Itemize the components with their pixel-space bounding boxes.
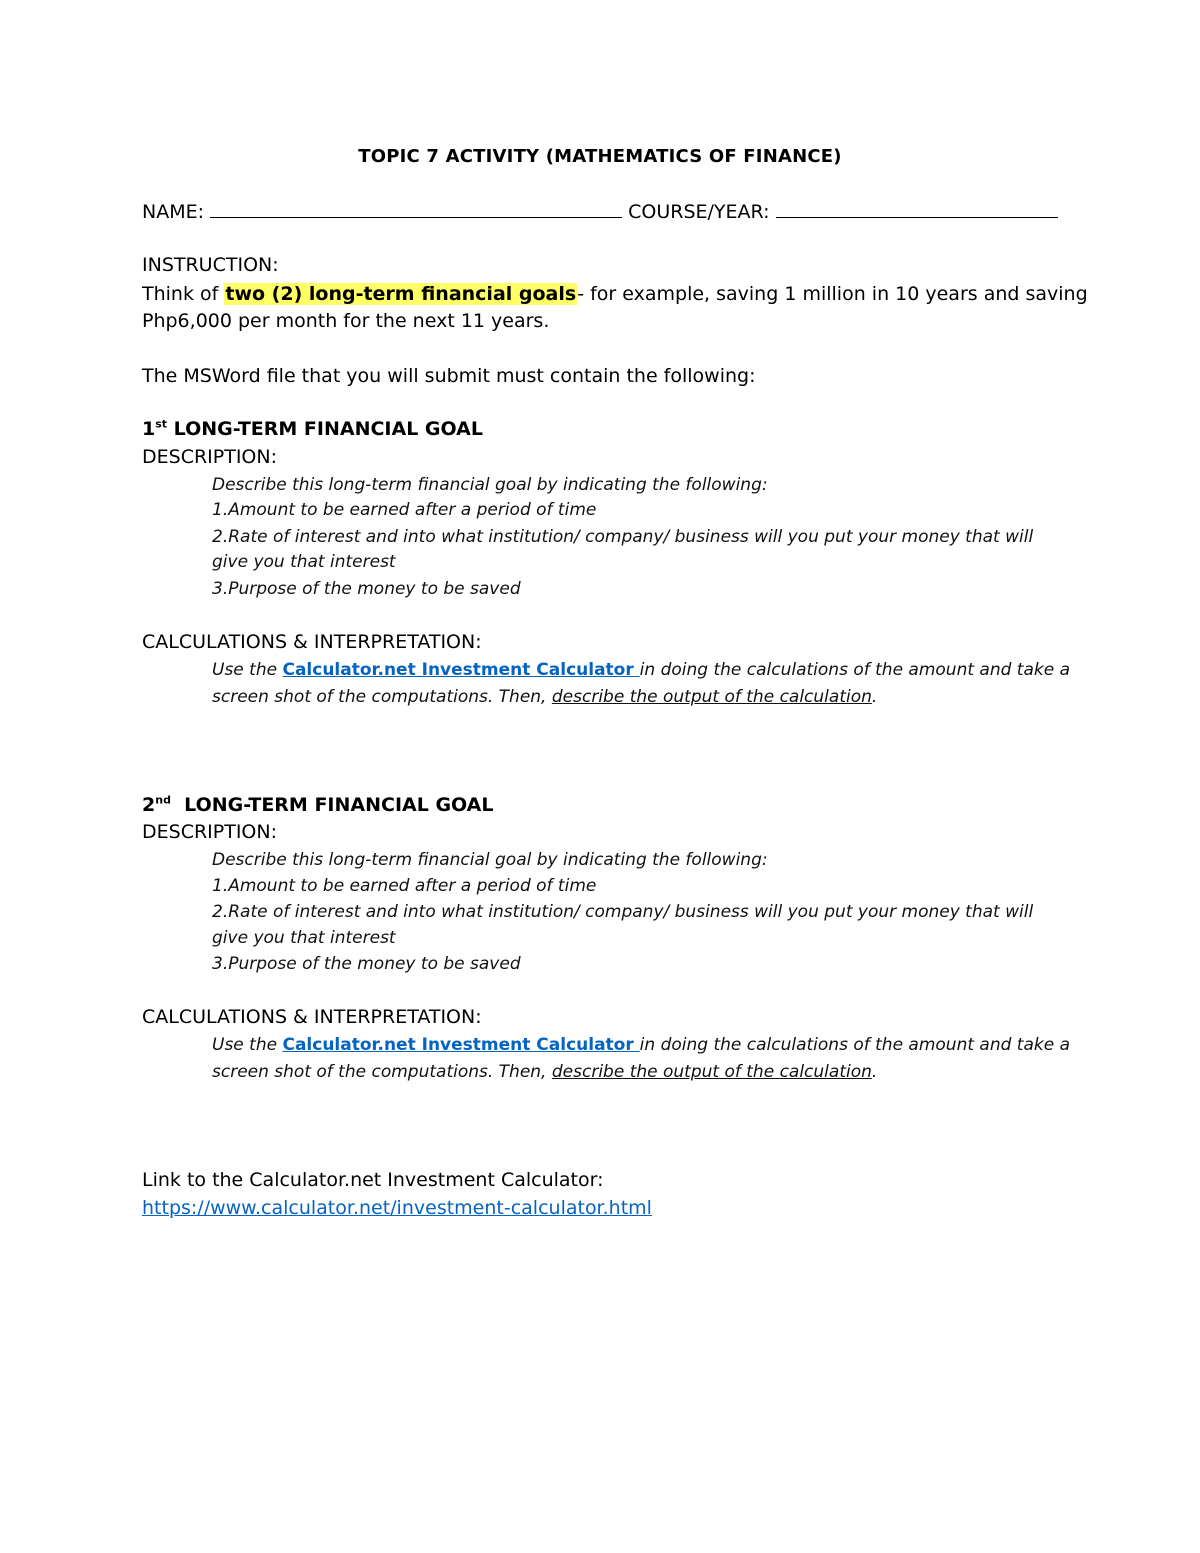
goal-2-shot-post: . [871, 1062, 878, 1082]
goal-1-desc-intro: Describe this long-term financial goal by indicating the following: [212, 475, 768, 495]
goal-2-description-label: DESCRIPTION: [142, 821, 278, 843]
goal-1-use-line [212, 657, 1070, 683]
goal-1-num: 1 [142, 418, 156, 440]
goal-2-calc-label: CALCULATIONS & INTERPRETATION: [142, 1006, 482, 1028]
goal-2-title: LONG-TERM FINANCIAL GOAL [170, 794, 494, 816]
name-label: NAME: [142, 201, 205, 223]
goal-1-title: LONG-TERM FINANCIAL GOAL [167, 418, 483, 440]
goal-1-shot-pre: screen shot of the computations. Then, [212, 687, 552, 707]
goal-1-description-label: DESCRIPTION: [142, 446, 278, 468]
goal-2-num: 2 [142, 794, 156, 816]
name-blank[interactable] [210, 200, 622, 218]
submit-text: The MSWord file that you will submit must contain the following: [142, 365, 756, 387]
page-title: TOPIC 7 ACTIVITY (MATHEMATICS OF FINANCE) [358, 146, 842, 167]
goal-1-heading [142, 416, 483, 442]
goal-2-use-line [212, 1032, 1070, 1058]
goal-2-shot-pre: screen shot of the computations. Then, [212, 1062, 552, 1082]
footer-link-label: Link to the Calculator.net Investment Calculator: [142, 1169, 604, 1191]
goal-2-item-3: 3.Purpose of the money to be saved [212, 954, 521, 974]
instruction-heading: INSTRUCTION: [142, 254, 279, 276]
goal-1-item-2a: 2.Rate of interest and into what institution/ company/ business will you put your money that will [212, 527, 1034, 547]
goal-1-use-pre: Use the [212, 660, 283, 680]
goal-1-use-post: in doing the calculations of the amount and take a [639, 660, 1071, 680]
course-blank[interactable] [776, 200, 1058, 218]
goal-2-use-post: in doing the calculations of the amount and take a [639, 1035, 1071, 1055]
goal-1-sup: st [155, 417, 168, 431]
goal-1-shot-underline: describe the output of the calculation [551, 687, 872, 707]
goal-1-calc-label: CALCULATIONS & INTERPRETATION: [142, 631, 482, 653]
instruction-text-line1 [142, 281, 1088, 307]
goal-2-item-2b: give you that interest [212, 928, 396, 948]
goal-1-item-2b: give you that interest [212, 552, 396, 572]
footer-url-link[interactable]: https://www.calculator.net/investment-calculator.html [142, 1197, 652, 1219]
instruction-text-line2: Php6,000 per month for the next 11 years. [142, 310, 550, 332]
goal-2-sup: nd [155, 793, 171, 807]
goal-1-shot-post: . [871, 687, 878, 707]
name-course-line [142, 199, 1058, 225]
goal-1-item-3: 3.Purpose of the money to be saved [212, 579, 521, 599]
goal-2-use-pre: Use the [212, 1035, 283, 1055]
goal-1-item-1: 1.Amount to be earned after a period of time [212, 500, 597, 520]
goal-1-shot-line [212, 684, 877, 710]
goal-2-item-2a: 2.Rate of interest and into what institution/ company/ business will you put your money that will [212, 902, 1034, 922]
goal-2-desc-intro: Describe this long-term financial goal by indicating the following: [212, 850, 768, 870]
goal-2-calculator-link[interactable]: Calculator.net Investment Calculator [282, 1035, 640, 1055]
goal-2-item-1: 1.Amount to be earned after a period of time [212, 876, 597, 896]
instruction-pre: Think of [142, 283, 225, 305]
goal-1-calculator-link[interactable]: Calculator.net Investment Calculator [282, 660, 640, 680]
goal-2-shot-line [212, 1059, 877, 1085]
course-label: COURSE/YEAR: [628, 201, 770, 223]
instruction-highlight: two (2) long-term financial goals [225, 283, 577, 305]
goal-2-heading [142, 792, 494, 818]
instruction-post: - for example, saving 1 million in 10 years and saving [577, 283, 1088, 305]
goal-2-shot-underline: describe the output of the calculation [551, 1062, 872, 1082]
